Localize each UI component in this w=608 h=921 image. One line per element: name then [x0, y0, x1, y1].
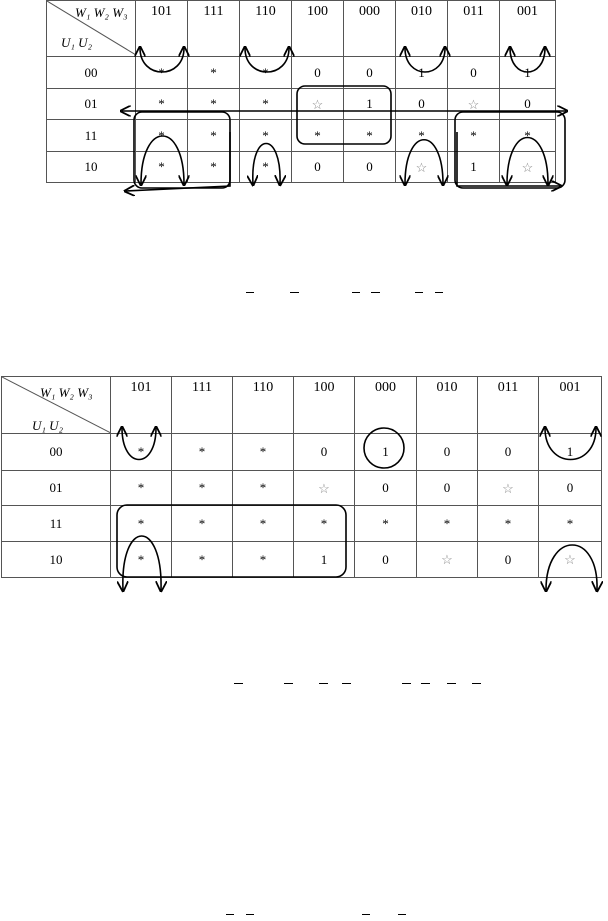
map2-cell: * — [172, 542, 233, 578]
map2-cell: * — [172, 471, 233, 506]
map2-row-header: 00 — [2, 434, 111, 471]
map2-cell: 0 — [355, 542, 417, 578]
map2-col-header: 110 — [233, 377, 294, 434]
map2-corner-cell — [2, 377, 111, 434]
map1-cell: * — [396, 120, 448, 152]
map1-cell: * — [240, 152, 292, 183]
map1-cell: * — [136, 120, 188, 152]
map1-star-cell: ☆ — [292, 89, 344, 120]
map1-star-cell: ☆ — [500, 152, 556, 183]
map2-cell: 0 — [355, 471, 417, 506]
map1-cell: * — [136, 152, 188, 183]
map1-row-header: 00 — [47, 57, 136, 89]
map1-cell: * — [500, 120, 556, 152]
map2-cell: * — [233, 542, 294, 578]
map1-cell: 1 — [448, 152, 500, 183]
map2-cell: * — [294, 506, 355, 542]
map2-cell: 0 — [478, 434, 539, 471]
map2-col-header: 100 — [294, 377, 355, 434]
map1-cell: 1 — [396, 57, 448, 89]
map2-star-cell: ☆ — [539, 542, 602, 578]
map2-cell: * — [233, 471, 294, 506]
karnaugh-map-1 — [46, 0, 556, 183]
map2-cell: * — [111, 542, 172, 578]
map1-row-variables: U₁ U₂ — [61, 35, 93, 50]
map2-cell: * — [172, 506, 233, 542]
map1-cell: 0 — [344, 57, 396, 89]
map1-cell: 0 — [292, 57, 344, 89]
map2-star-cell: ☆ — [478, 471, 539, 506]
map1-star-cell: ☆ — [396, 152, 448, 183]
map2-cell: * — [111, 434, 172, 471]
map2-star-cell: ☆ — [294, 471, 355, 506]
map1-col-header: 101 — [136, 1, 188, 57]
map2-cell: * — [417, 506, 478, 542]
karnaugh-map-2 — [1, 376, 602, 578]
map1-cell: 0 — [344, 152, 396, 183]
map1-cell: * — [240, 120, 292, 152]
map2-column-variables: W₁ W₂ W₃ — [40, 385, 93, 400]
map2-cell: 0 — [417, 434, 478, 471]
map1-col-header: 111 — [188, 1, 240, 57]
map2-cell: 1 — [355, 434, 417, 471]
map1-cell: 0 — [396, 89, 448, 120]
map2-cell: * — [172, 434, 233, 471]
map1-col-header: 010 — [396, 1, 448, 57]
map2-cell: 0 — [478, 542, 539, 578]
map1-row-header: 10 — [47, 152, 136, 183]
map1-cell: 1 — [500, 57, 556, 89]
map1-cell: * — [344, 120, 396, 152]
map2-cell: * — [478, 506, 539, 542]
map2-col-header: 010 — [417, 377, 478, 434]
map2-col-header: 011 — [478, 377, 539, 434]
map1-cell: * — [448, 120, 500, 152]
map2-col-header: 000 — [355, 377, 417, 434]
map2-row-header: 11 — [2, 506, 111, 542]
map2-col-header: 111 — [172, 377, 233, 434]
map2-cell: * — [111, 506, 172, 542]
map2-cell: * — [233, 434, 294, 471]
map1-cell: * — [240, 89, 292, 120]
map1-col-header: 110 — [240, 1, 292, 57]
map1-cell: * — [188, 57, 240, 89]
map1-cell: * — [240, 57, 292, 89]
map2-cell: 0 — [294, 434, 355, 471]
map2-cell: 1 — [539, 434, 602, 471]
map1-row-header: 01 — [47, 89, 136, 120]
map1-corner-cell — [47, 1, 136, 57]
map2-row-header: 01 — [2, 471, 111, 506]
map2-cell: * — [233, 506, 294, 542]
map1-cell: * — [188, 120, 240, 152]
map1-col-header: 011 — [448, 1, 500, 57]
map1-cell: * — [188, 89, 240, 120]
map2-cell: * — [539, 506, 602, 542]
map2-col-header: 001 — [539, 377, 602, 434]
map1-cell: 0 — [448, 57, 500, 89]
map2-cell: 1 — [294, 542, 355, 578]
map1-col-header: 100 — [292, 1, 344, 57]
map2-row-header: 10 — [2, 542, 111, 578]
map1-cell: * — [136, 57, 188, 89]
map1-cell: 0 — [292, 152, 344, 183]
map1-cell: * — [292, 120, 344, 152]
map2-row-variables: U₁ U₂ — [32, 418, 64, 433]
map2-cell: 0 — [539, 471, 602, 506]
map2-cell: * — [111, 471, 172, 506]
map1-col-header: 000 — [344, 1, 396, 57]
map1-cell: 0 — [500, 89, 556, 120]
map1-col-header: 001 — [500, 1, 556, 57]
map2-star-cell: ☆ — [417, 542, 478, 578]
map2-col-header: 101 — [111, 377, 172, 434]
map1-star-cell: ☆ — [448, 89, 500, 120]
map1-cell: * — [136, 89, 188, 120]
map1-row-header: 11 — [47, 120, 136, 152]
map1-column-variables: W₁ W₂ W₃ — [75, 5, 128, 20]
map2-cell: * — [355, 506, 417, 542]
map1-cell: 1 — [344, 89, 396, 120]
map2-cell: 0 — [417, 471, 478, 506]
map1-cell: * — [188, 152, 240, 183]
